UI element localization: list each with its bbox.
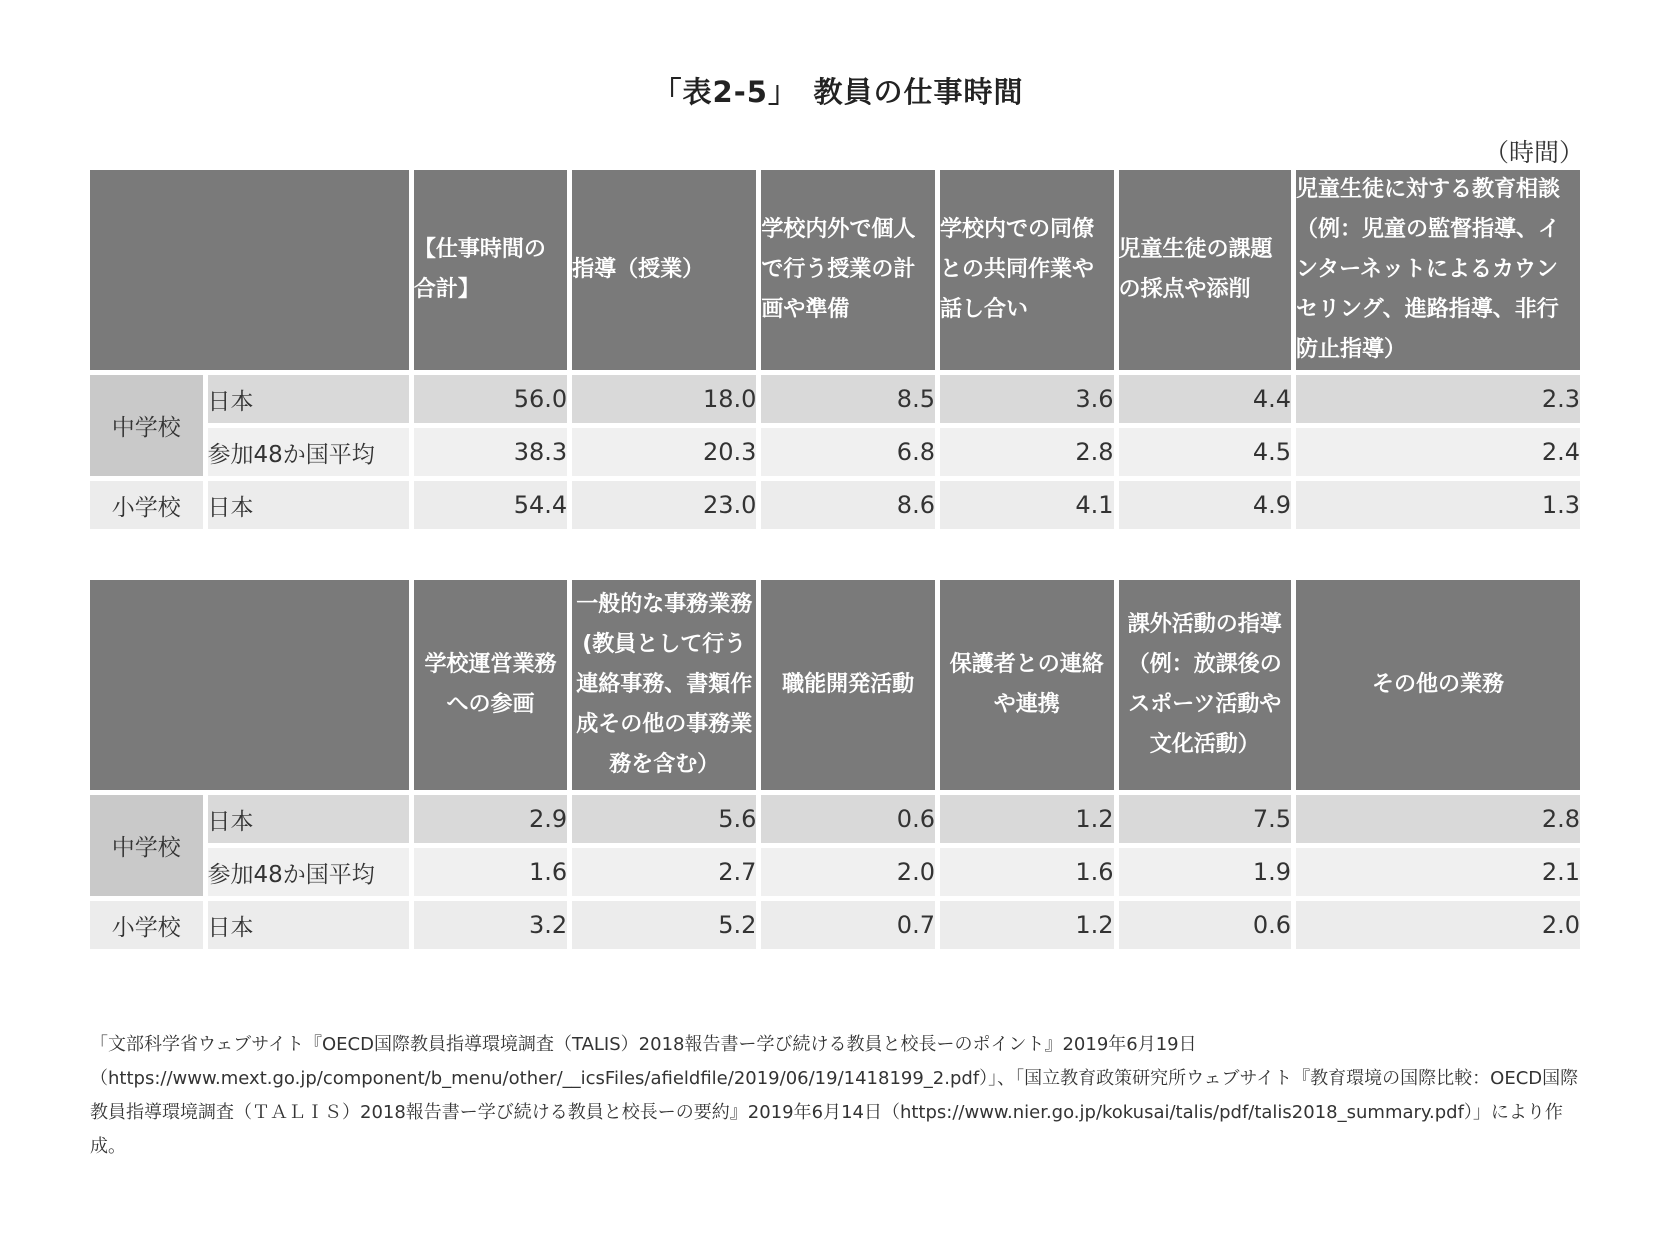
table-row bbox=[90, 901, 1580, 949]
row-label: 日本 bbox=[208, 375, 409, 423]
table-cell: 5.2 bbox=[572, 901, 756, 949]
row-label: 日本 bbox=[208, 795, 409, 843]
table-cell: 1.6 bbox=[414, 848, 567, 896]
work-hours-table-1 bbox=[85, 165, 1585, 534]
table-cell: 0.6 bbox=[1119, 901, 1292, 949]
column-header: 学校運営業務への参画 bbox=[414, 580, 567, 790]
unit-label: （時間） bbox=[1483, 138, 1584, 167]
table-cell: 2.8 bbox=[1296, 795, 1580, 843]
table-cell: 0.7 bbox=[761, 901, 935, 949]
table-cell: 3.6 bbox=[940, 375, 1114, 423]
table-cell: 2.3 bbox=[1296, 375, 1580, 423]
column-header: 保護者との連絡や連携 bbox=[940, 580, 1114, 790]
column-header: その他の業務 bbox=[1296, 580, 1580, 790]
row-group-label: 中学校 bbox=[90, 795, 203, 896]
table-cell: 2.7 bbox=[572, 848, 756, 896]
table-cell: 2.8 bbox=[940, 428, 1114, 476]
row-group-label: 中学校 bbox=[90, 375, 203, 476]
table-cell: 2.0 bbox=[1296, 901, 1580, 949]
table-cell: 1.9 bbox=[1119, 848, 1292, 896]
table-cell: 8.6 bbox=[761, 481, 935, 529]
table-cell: 4.5 bbox=[1119, 428, 1292, 476]
table-cell: 2.9 bbox=[414, 795, 567, 843]
table-cell: 54.4 bbox=[414, 481, 567, 529]
table-cell: 0.6 bbox=[761, 795, 935, 843]
row-group-label: 小学校 bbox=[90, 901, 203, 949]
table-cell: 2.4 bbox=[1296, 428, 1580, 476]
table-cell: 6.8 bbox=[761, 428, 935, 476]
row-group-label: 小学校 bbox=[90, 481, 203, 529]
table-cell: 1.2 bbox=[940, 795, 1114, 843]
table-cell: 7.5 bbox=[1119, 795, 1292, 843]
table-row bbox=[90, 375, 1580, 423]
column-header: 学校内外で個人で行う授業の計画や準備 bbox=[761, 170, 935, 370]
table-row bbox=[90, 795, 1580, 843]
work-hours-table-2 bbox=[85, 575, 1585, 954]
row-label: 日本 bbox=[208, 901, 409, 949]
table-cell: 38.3 bbox=[414, 428, 567, 476]
table-header-row bbox=[90, 580, 1580, 790]
table-cell: 4.9 bbox=[1119, 481, 1292, 529]
table-cell: 56.0 bbox=[414, 375, 567, 423]
table-cell: 3.2 bbox=[414, 901, 567, 949]
table-cell: 23.0 bbox=[572, 481, 756, 529]
table-cell: 2.1 bbox=[1296, 848, 1580, 896]
column-header: 指導（授業） bbox=[572, 170, 756, 370]
table-row bbox=[90, 848, 1580, 896]
table-cell: 4.1 bbox=[940, 481, 1114, 529]
table-cell: 1.3 bbox=[1296, 481, 1580, 529]
header-blank-cell bbox=[90, 170, 409, 370]
table-cell: 2.0 bbox=[761, 848, 935, 896]
table-header-row bbox=[90, 170, 1580, 370]
table-row bbox=[90, 428, 1580, 476]
table-cell: 1.2 bbox=[940, 901, 1114, 949]
column-header: 【仕事時間の合計】 bbox=[414, 170, 567, 370]
row-label: 参加48か国平均 bbox=[208, 848, 409, 896]
column-header: 児童生徒の課題の採点や添削 bbox=[1119, 170, 1292, 370]
column-header: 課外活動の指導（例：放課後のスポーツ活動や文化活動） bbox=[1119, 580, 1292, 790]
page-title: 「表2-5」 教員の仕事時間 bbox=[652, 75, 1024, 109]
table-cell: 4.4 bbox=[1119, 375, 1292, 423]
table-cell: 1.6 bbox=[940, 848, 1114, 896]
source-note: 「文部科学省ウェブサイト『OECD国際教員指導環境調査（TALIS）2018報告書ー学び続ける教員と校長ーのポイント』2019年6月19日（https://www.mext.go.jp/component/b_menu/other/__icsFiles/afieldfile/2019/06/19/1418199_2.pdf）」、「国立教育政策研究所ウェブサイト『教育環境の国際比較：OECD国際教員指導環境調査（ＴＡＬＩＳ）2018報告書ー学び続ける教員と校長ーの要約』2019年6月14日（https://www.nier.go.jp/kokusai/talis/pdf/talis2018_summary.pdf）」により作成。 bbox=[90, 1034, 1579, 1157]
table-row bbox=[90, 481, 1580, 529]
column-header: 学校内での同僚との共同作業や話し合い bbox=[940, 170, 1114, 370]
header-blank-cell bbox=[90, 580, 409, 790]
column-header: 一般的な事務業務(教員として行う連絡事務、書類作成その他の事務業務を含む） bbox=[572, 580, 756, 790]
table-cell: 18.0 bbox=[572, 375, 756, 423]
row-label: 日本 bbox=[208, 481, 409, 529]
row-label: 参加48か国平均 bbox=[208, 428, 409, 476]
column-header: 職能開発活動 bbox=[761, 580, 935, 790]
table-cell: 5.6 bbox=[572, 795, 756, 843]
column-header: 児童生徒に対する教育相談（例：児童の監督指導、インターネットによるカウンセリング、進路指導、非行防止指導） bbox=[1296, 170, 1580, 370]
table-cell: 20.3 bbox=[572, 428, 756, 476]
table-cell: 8.5 bbox=[761, 375, 935, 423]
